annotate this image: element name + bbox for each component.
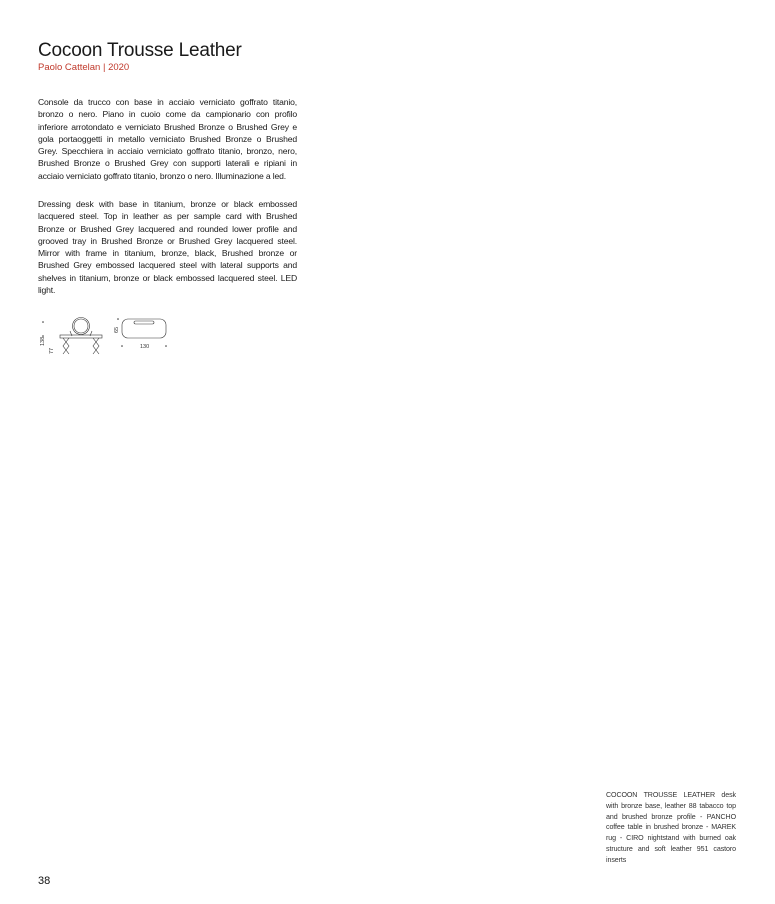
dim-depth: 65 <box>114 326 120 333</box>
description-italian: Console da trucco con base in acciaio verniciato goffrato titanio, bronzo o nero. Piano in cuoio come da campionario con profilo inferiore arrotondato e verniciato Brushed Bronze o Brushed Grey e gola portaoggetti in metallo verniciato Brushed Bronze o Brushed Grey. Specchiera in acciaio verniciato goffrato titanio, bronzo, nero, Brushed Bronze o Brushed Grey con supporti laterali e ripiani in acciaio verniciato goffrato titanio, bronzo o nero. Illuminazione a led. <box>38 97 297 181</box>
dim-width: 130 <box>140 344 150 350</box>
product-title: Cocoon Trousse Leather <box>38 40 242 61</box>
page-number: 38 <box>38 875 51 887</box>
dimension-drawing <box>36 315 176 355</box>
dim-front-height: 138 <box>40 336 46 346</box>
top-view-drawing <box>122 319 166 338</box>
front-view-drawing <box>60 318 102 355</box>
dim-desk-height: 77 <box>49 347 55 354</box>
description-english: Dressing desk with base in titanium, bronze or black embossed lacquered steel. Top in leather as per sample card with Brushed Bronze or Brushed Grey lacquered and rounded lower profile and grooved tray in Brushed Bronze or Brushed Grey lacquered steel. Mirror with frame in titanium, bronze, black, Brushed bronze or Brushed Grey embossed lacquered steel with lateral supports and shelves in titanium, bronze or black embossed lacquered steel. LED light. <box>38 199 297 296</box>
designer-year: Paolo Cattelan | 2020 <box>38 62 130 73</box>
photo-caption: COCOON TROUSSE LEATHER desk with bronze base, leather 88 tabacco top and brushed bronze profile - PANCHO coffee table in brushed bronze - MAREK rug - CIRO nightstand with burned oak structure and soft leather 951 castoro inserts <box>606 791 736 864</box>
